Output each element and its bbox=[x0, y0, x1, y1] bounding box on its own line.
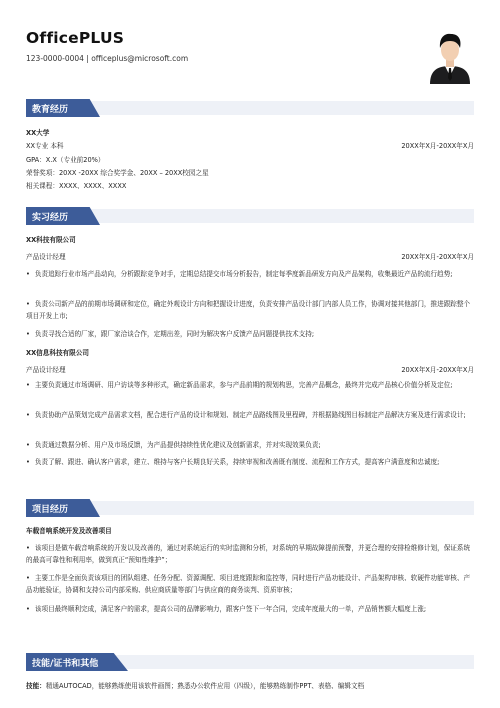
bullet-item: • 负责通过数据分析、用户及市场反馈，为产品提供持续性优化建议及创新需求，并对实现效果负责; bbox=[26, 441, 321, 449]
gpa: GPA：X.X（专业前20%） bbox=[26, 156, 105, 164]
bullet-item: • 负责寻找合适的厂家，跟厂家洽谈合作，定期出差，同时为解决客户反馈产品问题提供技术支持; bbox=[26, 330, 315, 338]
skills-label: 技能： bbox=[26, 682, 46, 690]
avatar bbox=[428, 26, 472, 84]
section-project bbox=[26, 499, 474, 517]
major: XX专业 本科 bbox=[26, 142, 64, 150]
section-title: 教育经历 bbox=[32, 105, 69, 115]
contact-line: 123-0000-0004 | officeplus@microsoft.com bbox=[26, 54, 189, 63]
bullet-item: • 主要工作是全面负责该项目的团队组建、任务分配、资源调配、项目进度跟踪和监控等，同时进行产品功能设计、产品架构审核、软硬件功能审核、产品功能验证，协调和支持公司内部采购、供应商质量等部门与供应商的商务谈判、资质审核； bbox=[26, 574, 471, 594]
skills-line bbox=[26, 682, 364, 690]
skills-text: 精通AUTOCAD，能够熟练使用该软件画图；熟悉办公软件应用（四级），能够熟练制作PPT、表格、编辑文档 bbox=[45, 682, 365, 690]
bullet-item: • 主要负责通过市场调研、用户访谈等多种形式，确定新品需求，参与产品前期的规划构思，完善产品概念，最终并完成产品核心价值分析及定位; bbox=[26, 381, 453, 389]
courses: 相关课程：XXXX、XXXX、XXXX bbox=[26, 182, 127, 190]
company-name: XX科技有限公司 bbox=[26, 236, 76, 244]
bullet-item: • 负责追踪行业市场产品动向，分析跟踪竞争对手，定期总结提交市场分析报告，制定每季度新品研发方向及产品架构，收集最近产品的流行趋势; bbox=[26, 270, 453, 278]
bullet-item: • 该项目是做车载音响系统的开发以及改善的，通过对系统运行的实时监测和分析，对系统的早期故障提前预警，并更合理的安排检维修计划，保证系统的最高可靠性和利用率，做到真正“预知性维护”； bbox=[26, 544, 471, 564]
section-skills bbox=[26, 653, 474, 671]
honors: 荣誉奖项：20XX -20XX 综合奖学金、20XX – 20XX校园之星 bbox=[26, 169, 209, 177]
job-role: 产品设计经理 bbox=[26, 253, 66, 261]
job-dates: 20XX年X月-20XX年X月 bbox=[401, 366, 474, 374]
bullet-item: • 该项目最终顺利完成，满足客户的需求，提高公司的品牌影响力，跟客户签下一年合同，完成年度最大的一单，产品销售额大幅度上涨; bbox=[26, 605, 427, 613]
school-name: XX大学 bbox=[26, 129, 50, 137]
project-name: 车载音响系统开发及改善项目 bbox=[26, 527, 112, 535]
section-title: 项目经历 bbox=[32, 505, 69, 515]
section-title: 技能/证书和其他 bbox=[32, 659, 99, 669]
section-education bbox=[26, 99, 474, 117]
section-title: 实习经历 bbox=[32, 213, 69, 223]
job-role: 产品设计经理 bbox=[26, 366, 66, 374]
candidate-name: OfficePLUS bbox=[26, 29, 125, 47]
section-internship bbox=[26, 207, 474, 225]
bullet-item: • 负责了解、跟进、确认客户需求，建立、维持与客户长期良好关系，持续审视和改善既有制度、流程和工作方式，提高客户满意度和忠诚度; bbox=[26, 458, 440, 466]
company-name: XX信息科技有限公司 bbox=[26, 349, 89, 357]
education-dates: 20XX年X月-20XX年X月 bbox=[401, 142, 474, 150]
job-dates: 20XX年X月-20XX年X月 bbox=[401, 253, 474, 261]
bullet-item: • 负责公司新产品的前期市场调研和定位，确定外观设计方向和把握设计进度，负责安排产品设计部门内部人员工作，协调对接其他部门，推进跟踪整个项目开发上市; bbox=[26, 300, 471, 320]
bullet-item: • 负责协助产品策划完成产品需求文档，配合进行产品的设计和规划、制定产品路线图及里程碑，并根据路线图目标制定产品解决方案及进行需求设计; bbox=[26, 411, 466, 419]
